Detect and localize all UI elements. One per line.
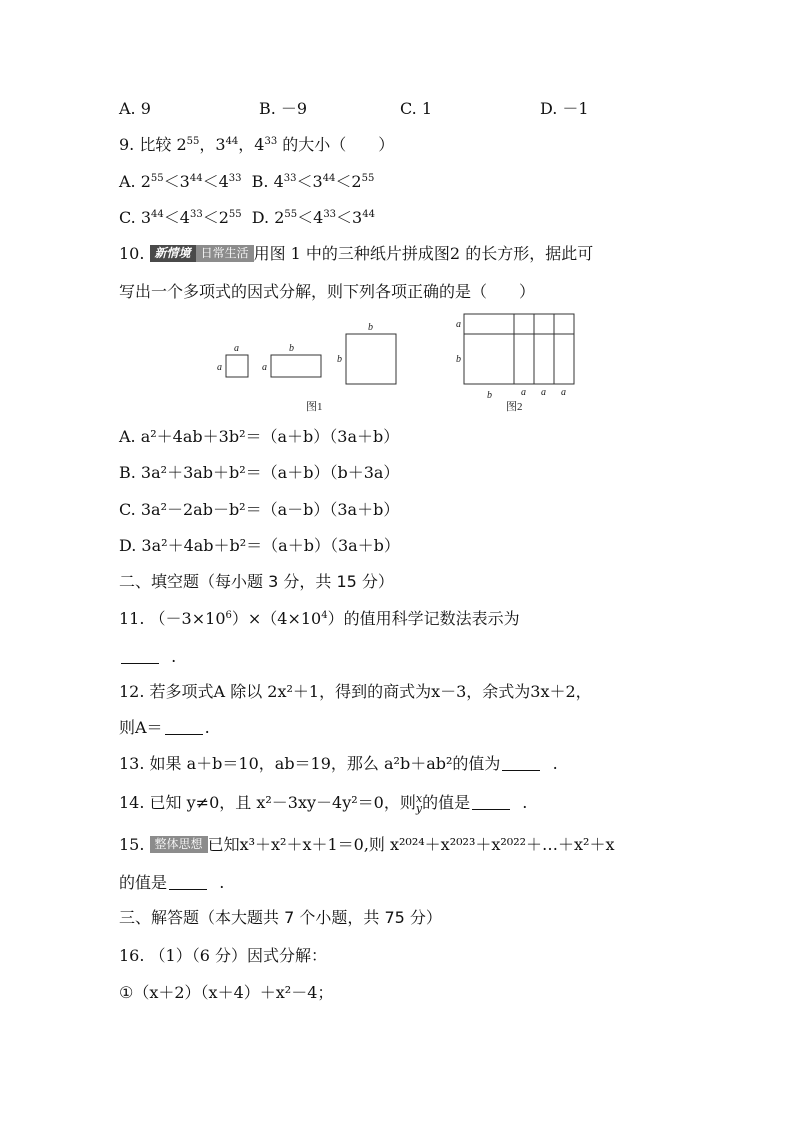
q8-option-a: A. 9 bbox=[119, 99, 151, 118]
q10-number: 10. bbox=[119, 244, 145, 263]
q13-period: . bbox=[552, 754, 558, 773]
q16-subquestion-1: ①（x＋2）（x＋4）＋x²－4； bbox=[119, 983, 334, 1002]
q15-number: 15. bbox=[119, 835, 145, 854]
fig1-label-b-top: b bbox=[289, 343, 294, 354]
q14-period: . bbox=[522, 793, 528, 812]
q14-number: 14. bbox=[119, 793, 145, 812]
q8-option-c: C. 1 bbox=[400, 99, 433, 118]
daily-life-tag: 日常生活 bbox=[196, 245, 254, 262]
q11-answer-blank[interactable] bbox=[121, 649, 159, 664]
q14-text: 的值是 bbox=[422, 793, 471, 812]
q13-answer-blank[interactable] bbox=[502, 756, 540, 771]
q11-text: （－3×10 bbox=[149, 609, 226, 628]
q12-stem-line1 bbox=[119, 681, 592, 703]
fig2-label-a-bottom2: a bbox=[541, 387, 546, 398]
q14-answer-blank[interactable] bbox=[472, 795, 510, 810]
fig2-caption: 图2 bbox=[506, 401, 523, 413]
q15-stem-line2 bbox=[119, 872, 224, 894]
q14-stem bbox=[119, 792, 527, 814]
exp: 44 bbox=[225, 136, 239, 147]
q10-option-c: C. 3a²－2ab－b²＝（a－b）（3a＋b） bbox=[119, 500, 400, 519]
q12-number: 12. bbox=[119, 682, 145, 701]
exp: 33 bbox=[264, 136, 278, 147]
exp: 6 bbox=[225, 610, 232, 621]
q9-text: ，4 bbox=[238, 135, 265, 154]
q14-fraction: x y bbox=[415, 791, 423, 815]
q9-text: ，3 bbox=[199, 135, 226, 154]
fig1-label-a-top: a bbox=[234, 343, 239, 354]
new-scenario-tag: 新情境 bbox=[150, 245, 196, 262]
q10-option-b: B. 3a²＋3ab＋b²＝（a＋b）（b＋3a） bbox=[119, 463, 400, 482]
fig1-label-a-side: a bbox=[262, 362, 267, 373]
holistic-thinking-tag: 整体思想 bbox=[150, 836, 208, 853]
q8-option-d: D. －1 bbox=[540, 99, 589, 118]
q13-stem bbox=[119, 753, 558, 775]
q11-text: ）的值用科学记数法表示为 bbox=[327, 609, 520, 628]
q9-option-b: B. $4^{33}<3^{44}<2^{55}$ bbox=[251, 172, 375, 191]
q15-text: 已知x³＋x²＋x＋1＝0,则 x²⁰²⁴＋x²⁰²³＋x²⁰²²＋…＋x²＋x bbox=[207, 835, 615, 854]
q9-option-d: D. $2^{55}<4^{33}<3^{44}$ bbox=[251, 208, 375, 227]
section-2-heading: 二、填空题（每小题 3 分，共 15 分） bbox=[119, 572, 394, 591]
q15-text: 的值是 bbox=[119, 873, 168, 892]
fig1-label-a-left: a bbox=[217, 362, 222, 373]
q9-text: 比较 2 bbox=[139, 135, 187, 154]
figure-2 bbox=[464, 314, 574, 384]
q11-text: ）×（4×10 bbox=[231, 609, 322, 628]
q10-option-a: A. a²＋4ab＋3b²＝（a＋b）（3a＋b） bbox=[119, 427, 400, 446]
q15-period: . bbox=[219, 873, 225, 892]
q16-number: 16. bbox=[119, 946, 145, 965]
fig2-label-b-bottom: b bbox=[487, 390, 492, 401]
fig1-caption: 图1 bbox=[306, 401, 323, 413]
fig2-label-a-bottom1: a bbox=[521, 387, 526, 398]
fig1-label-b-top2: b bbox=[368, 322, 373, 333]
q13-number: 13. bbox=[119, 754, 145, 773]
q12-stem-line2 bbox=[119, 717, 210, 739]
exp: 4 bbox=[321, 610, 328, 621]
fig2-label-b-left: b bbox=[456, 354, 461, 365]
q9-text: 的大小（ ） bbox=[277, 135, 395, 154]
fig2-label-a-left: a bbox=[456, 319, 461, 330]
q11-period: . bbox=[171, 647, 177, 666]
q11-answer-line bbox=[119, 646, 176, 668]
q16-text: （1）（6 分）因式分解： bbox=[149, 946, 327, 965]
q9-options-row2 bbox=[119, 207, 375, 229]
q13-text: 如果 a＋b＝10，ab＝19，那么 a²b＋ab²的值为 bbox=[149, 754, 501, 773]
q9-number: 9. bbox=[119, 135, 135, 154]
fig1-label-b-left: b bbox=[337, 354, 342, 365]
q9-stem bbox=[119, 134, 394, 156]
q12-text: 若多项式A 除以 2x²＋1，得到的商式为x－3，余式为3x＋2， bbox=[149, 682, 592, 701]
q10-figures bbox=[210, 310, 590, 420]
section-3-heading: 三、解答题（本大题共 7 个小题，共 75 分） bbox=[119, 908, 442, 927]
q12-text: 则A＝ bbox=[119, 718, 163, 737]
q15-stem-line1 bbox=[119, 834, 615, 856]
q10-option-d: D. 3a²＋4ab＋b²＝（a＋b）（3a＋b） bbox=[119, 536, 400, 555]
q15-answer-blank[interactable] bbox=[169, 875, 207, 890]
q11-stem bbox=[119, 608, 520, 630]
q11-number: 11. bbox=[119, 609, 145, 628]
q10-text: 用图 1 中的三种纸片拼成图2 的长方形，据此可 bbox=[253, 244, 594, 263]
q9-options-row1 bbox=[119, 171, 374, 193]
fig2-label-a-bottom3: a bbox=[561, 387, 566, 398]
q9-option-c: C. $3^{44}<4^{33}<2^{55}$ bbox=[119, 208, 242, 227]
q14-text: 已知 y≠0，且 x²－3xy－4y²＝0，则 bbox=[149, 793, 416, 812]
q12-period: . bbox=[204, 718, 210, 737]
figure-1 bbox=[226, 334, 396, 384]
q10-stem-line1 bbox=[119, 243, 593, 265]
q10-stem-line2: 写出一个多项式的因式分解，则下列各项正确的是（ ） bbox=[119, 282, 536, 301]
q16-stem bbox=[119, 945, 327, 967]
exp: 55 bbox=[186, 136, 200, 147]
q8-option-b: B. －9 bbox=[259, 99, 308, 118]
q9-option-a: A. $2^{55}<3^{44}<4^{33}$ bbox=[119, 172, 242, 191]
q12-answer-blank[interactable] bbox=[165, 720, 203, 735]
